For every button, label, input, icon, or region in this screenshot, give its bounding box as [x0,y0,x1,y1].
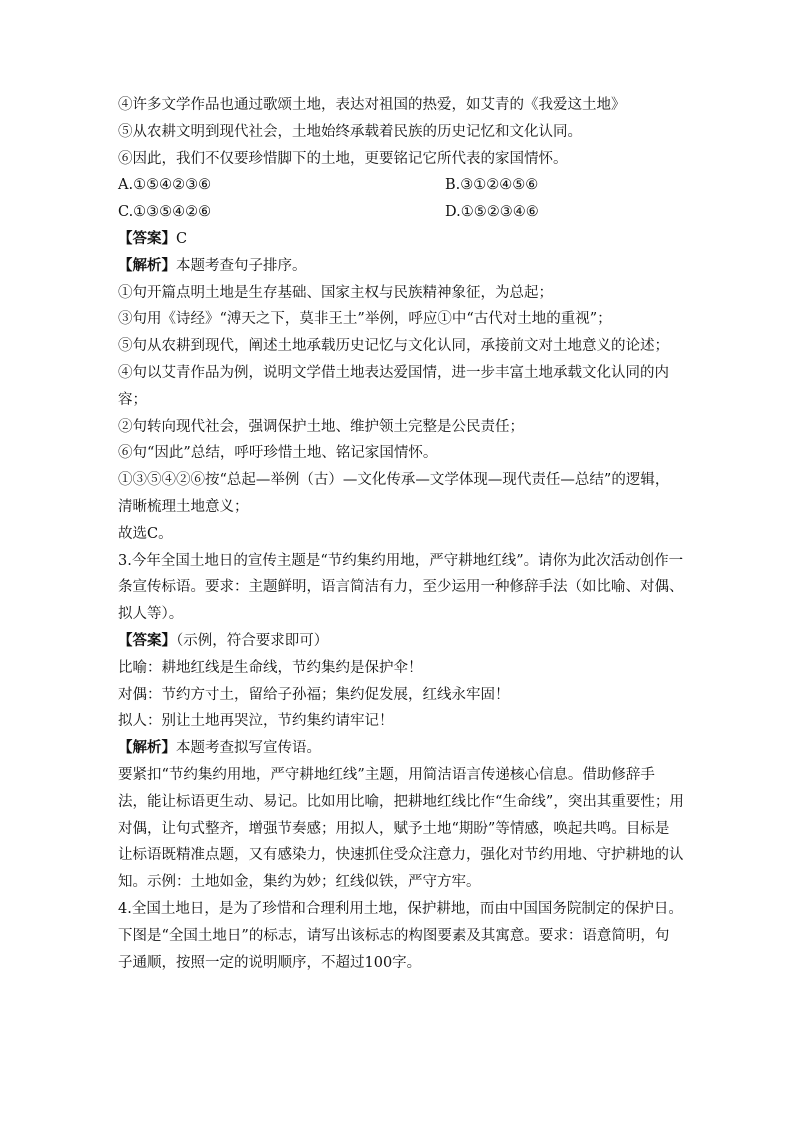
q2-analysis-line: ③句用《诗经》“溥天之下，莫非王土”举例，呼应①中“古代对土地的重视”； [118,311,612,328]
document-content [118,92,684,976]
option-a: A.①⑤④②③⑥ [118,177,212,194]
q2-analysis-heading [118,253,678,280]
q2-analysis-line: ①③⑤④②⑥按“总起—举例（古）—文化传承—文学体现—现代责任—总结”的逻辑， [118,472,670,489]
q3-analysis-line: 法，能让标语更生动、易记。比如用比喻，把耕地红线比作“生命线”，突出其重要性；用 [118,793,684,810]
q2-analysis-line: 清晰梳理土地意义； [118,498,249,515]
analysis-tag: 【解析】 [118,739,176,757]
analysis-tag: 【解析】 [118,256,176,274]
q3-analysis-heading [118,735,678,762]
q2-analysis-line: 故选C。 [118,525,173,542]
q2-analysis-line: 容； [118,391,147,408]
option-d: D.①⑤②③④⑥ [445,204,539,221]
q3-example: 拟人：别让土地再哭泣，节约集约请牢记！ [118,713,394,730]
q3-analysis-line: 对偶，让句式整齐，增强节奏感；用拟人，赋予土地“期盼”等情感，唤起共鸣。目标是 [118,820,670,837]
q2-analysis-line: ⑤句从农耕到现代，阐述土地承载历史记忆与文化认同，承接前文对土地意义的论述； [118,338,669,355]
q3-analysis-line: 知。示例：土地如金，集约为妙；红线似铁，严守方牢。 [118,874,481,891]
answer-note: （示例，符合要求即可） [176,632,329,649]
q4-question-line: 下图是“全国土地日”的标志，请写出该标志的构图要素及其寓意。要求：语意简明，句 [118,927,670,944]
q3-example: 对偶：节约方寸土，留给子孙福；集约促发展，红线永牢固！ [118,686,510,703]
options-row-1 [118,172,678,199]
q4-question-line: 4.全国土地日，是为了珍惜和合理利用土地，保护耕地，而由中国国务院制定的保护日。 [118,900,683,917]
statement-6: ⑥因此，我们不仅要珍惜脚下的土地，更要铭记它所代表的家国情怀。 [118,150,568,167]
statement-5: ⑤从农耕文明到现代社会，土地始终承载着民族的历史记忆和文化认同。 [118,123,582,140]
answer-tag: 【答案】 [118,631,176,649]
q3-analysis-line: 让标语既精准点题，又有感染力，快速抓住受众注意力，强化对节约用地、守护耕地的认 [118,847,684,864]
q3-analysis-line: 要紧扣“节约集约用地，严守耕地红线”主题，用简洁语言传递核心信息。借助修辞手 [118,766,655,783]
q2-analysis-line: ②句转向现代社会，强调保护土地、维护领土完整是公民责任； [118,418,524,435]
analysis-intro: 本题考查拟写宣传语。 [176,740,321,757]
answer-value: C [176,230,188,247]
statement-4: ④许多文学作品也通过歌颂土地，表达对祖国的热爱，如艾青的《我爱这土地》 [118,97,626,113]
answer-tag: 【答案】 [118,229,176,247]
q3-example: 比喻：耕地红线是生命线，节约集约是保护伞！ [118,659,423,676]
q3-question-line: 条宣传标语。要求：主题鲜明，语言简洁有力，至少运用一种修辞手法（如比喻、对偶、 [118,579,684,596]
q3-answer [118,628,678,655]
option-c: C.①③⑤④②⑥ [118,204,212,221]
q2-analysis-line: ①句开篇点明土地是生存基础、国家主权与民族精神象征，为总起； [118,284,553,301]
q3-question-line: 3.今年全国土地日的宣传主题是“节约集约用地，严守耕地红线”。请你为此次活动创作一 [118,552,684,569]
q4-question-line: 子通顺，按照一定的说明顺序，不超过100字。 [118,954,422,971]
q2-analysis-line: ⑥句“因此”总结，呼吁珍惜土地、铭记家国情怀。 [118,445,438,462]
options-row-2 [118,199,678,226]
q3-question-line: 拟人等）。 [118,606,184,623]
q2-answer [118,226,678,253]
option-b: B.③①②④⑤⑥ [445,177,539,194]
analysis-intro: 本题考查句子排序。 [176,257,307,274]
q2-analysis-line: ④句以艾青作品为例，说明文学借土地表达爱国情，进一步丰富土地承载文化认同的内 [118,364,669,381]
